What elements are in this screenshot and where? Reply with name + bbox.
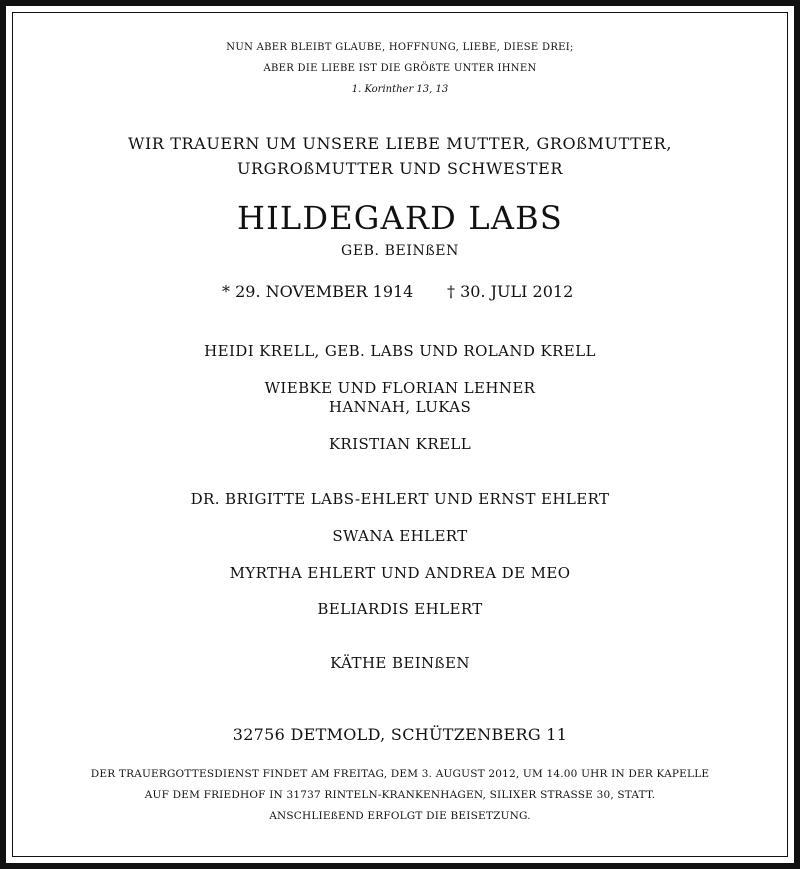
mourner-line: MYRTHA EHLERT UND ANDREA DE MEO <box>229 564 571 582</box>
address: 32756 DETMOLD, SCHÜTZENBERG 11 <box>232 725 568 744</box>
intro-line-2: URGROßMUTTER UND SCHWESTER <box>236 159 564 178</box>
intro-line-1: WIR TRAUERN UM UNSERE LIEBE MUTTER, GROßMUTTER, <box>127 134 673 153</box>
verse-reference: 1. Korinther 13, 13 <box>351 84 449 95</box>
mourner-line: HANNAH, LUKAS <box>328 398 472 416</box>
mourner-line: SWANA EHLERT <box>332 527 468 545</box>
service-line-3: ANSCHLIEßEND ERFOLGT DIE BEISETZUNG. <box>269 810 531 822</box>
mourner-line: HEIDI KRELL, GEB. LABS UND ROLAND KRELL <box>204 342 596 360</box>
mourner-line: WIEBKE UND FLORIAN LEHNER <box>264 379 536 397</box>
maiden-name: GEB. BEINßEN <box>341 243 459 259</box>
service-line-2: AUF DEM FRIEDHOF IN 31737 RINTELN-KRANKENHAGEN, SILIXER STRASSE 30, STATT. <box>144 789 656 801</box>
mourner-line: BELIARDIS EHLERT <box>317 600 483 618</box>
birth-date: * 29. NOVEMBER 1914 <box>222 282 414 301</box>
mourner-line: KRISTIAN KRELL <box>328 435 472 453</box>
mourner-line: KÄTHE BEINßEN <box>330 654 470 672</box>
verse-line-1: NUN ABER BLEIBT GLAUBE, HOFFNUNG, LIEBE, DIESE DREI; <box>226 42 574 53</box>
verse-line-2: ABER DIE LIEBE IST DIE GRÖßTE UNTER IHNEN <box>263 63 537 74</box>
deceased-name: HILDEGARD LABS <box>236 199 563 237</box>
death-date: † 30. JULI 2012 <box>447 282 574 301</box>
mourner-line: DR. BRIGITTE LABS-EHLERT UND ERNST EHLERT <box>190 490 610 508</box>
service-line-1: DER TRAUERGOTTESDIENST FINDET AM FREITAG, DEM 3. AUGUST 2012, UM 14.00 UHR IN DER KAPELLE <box>90 768 710 780</box>
